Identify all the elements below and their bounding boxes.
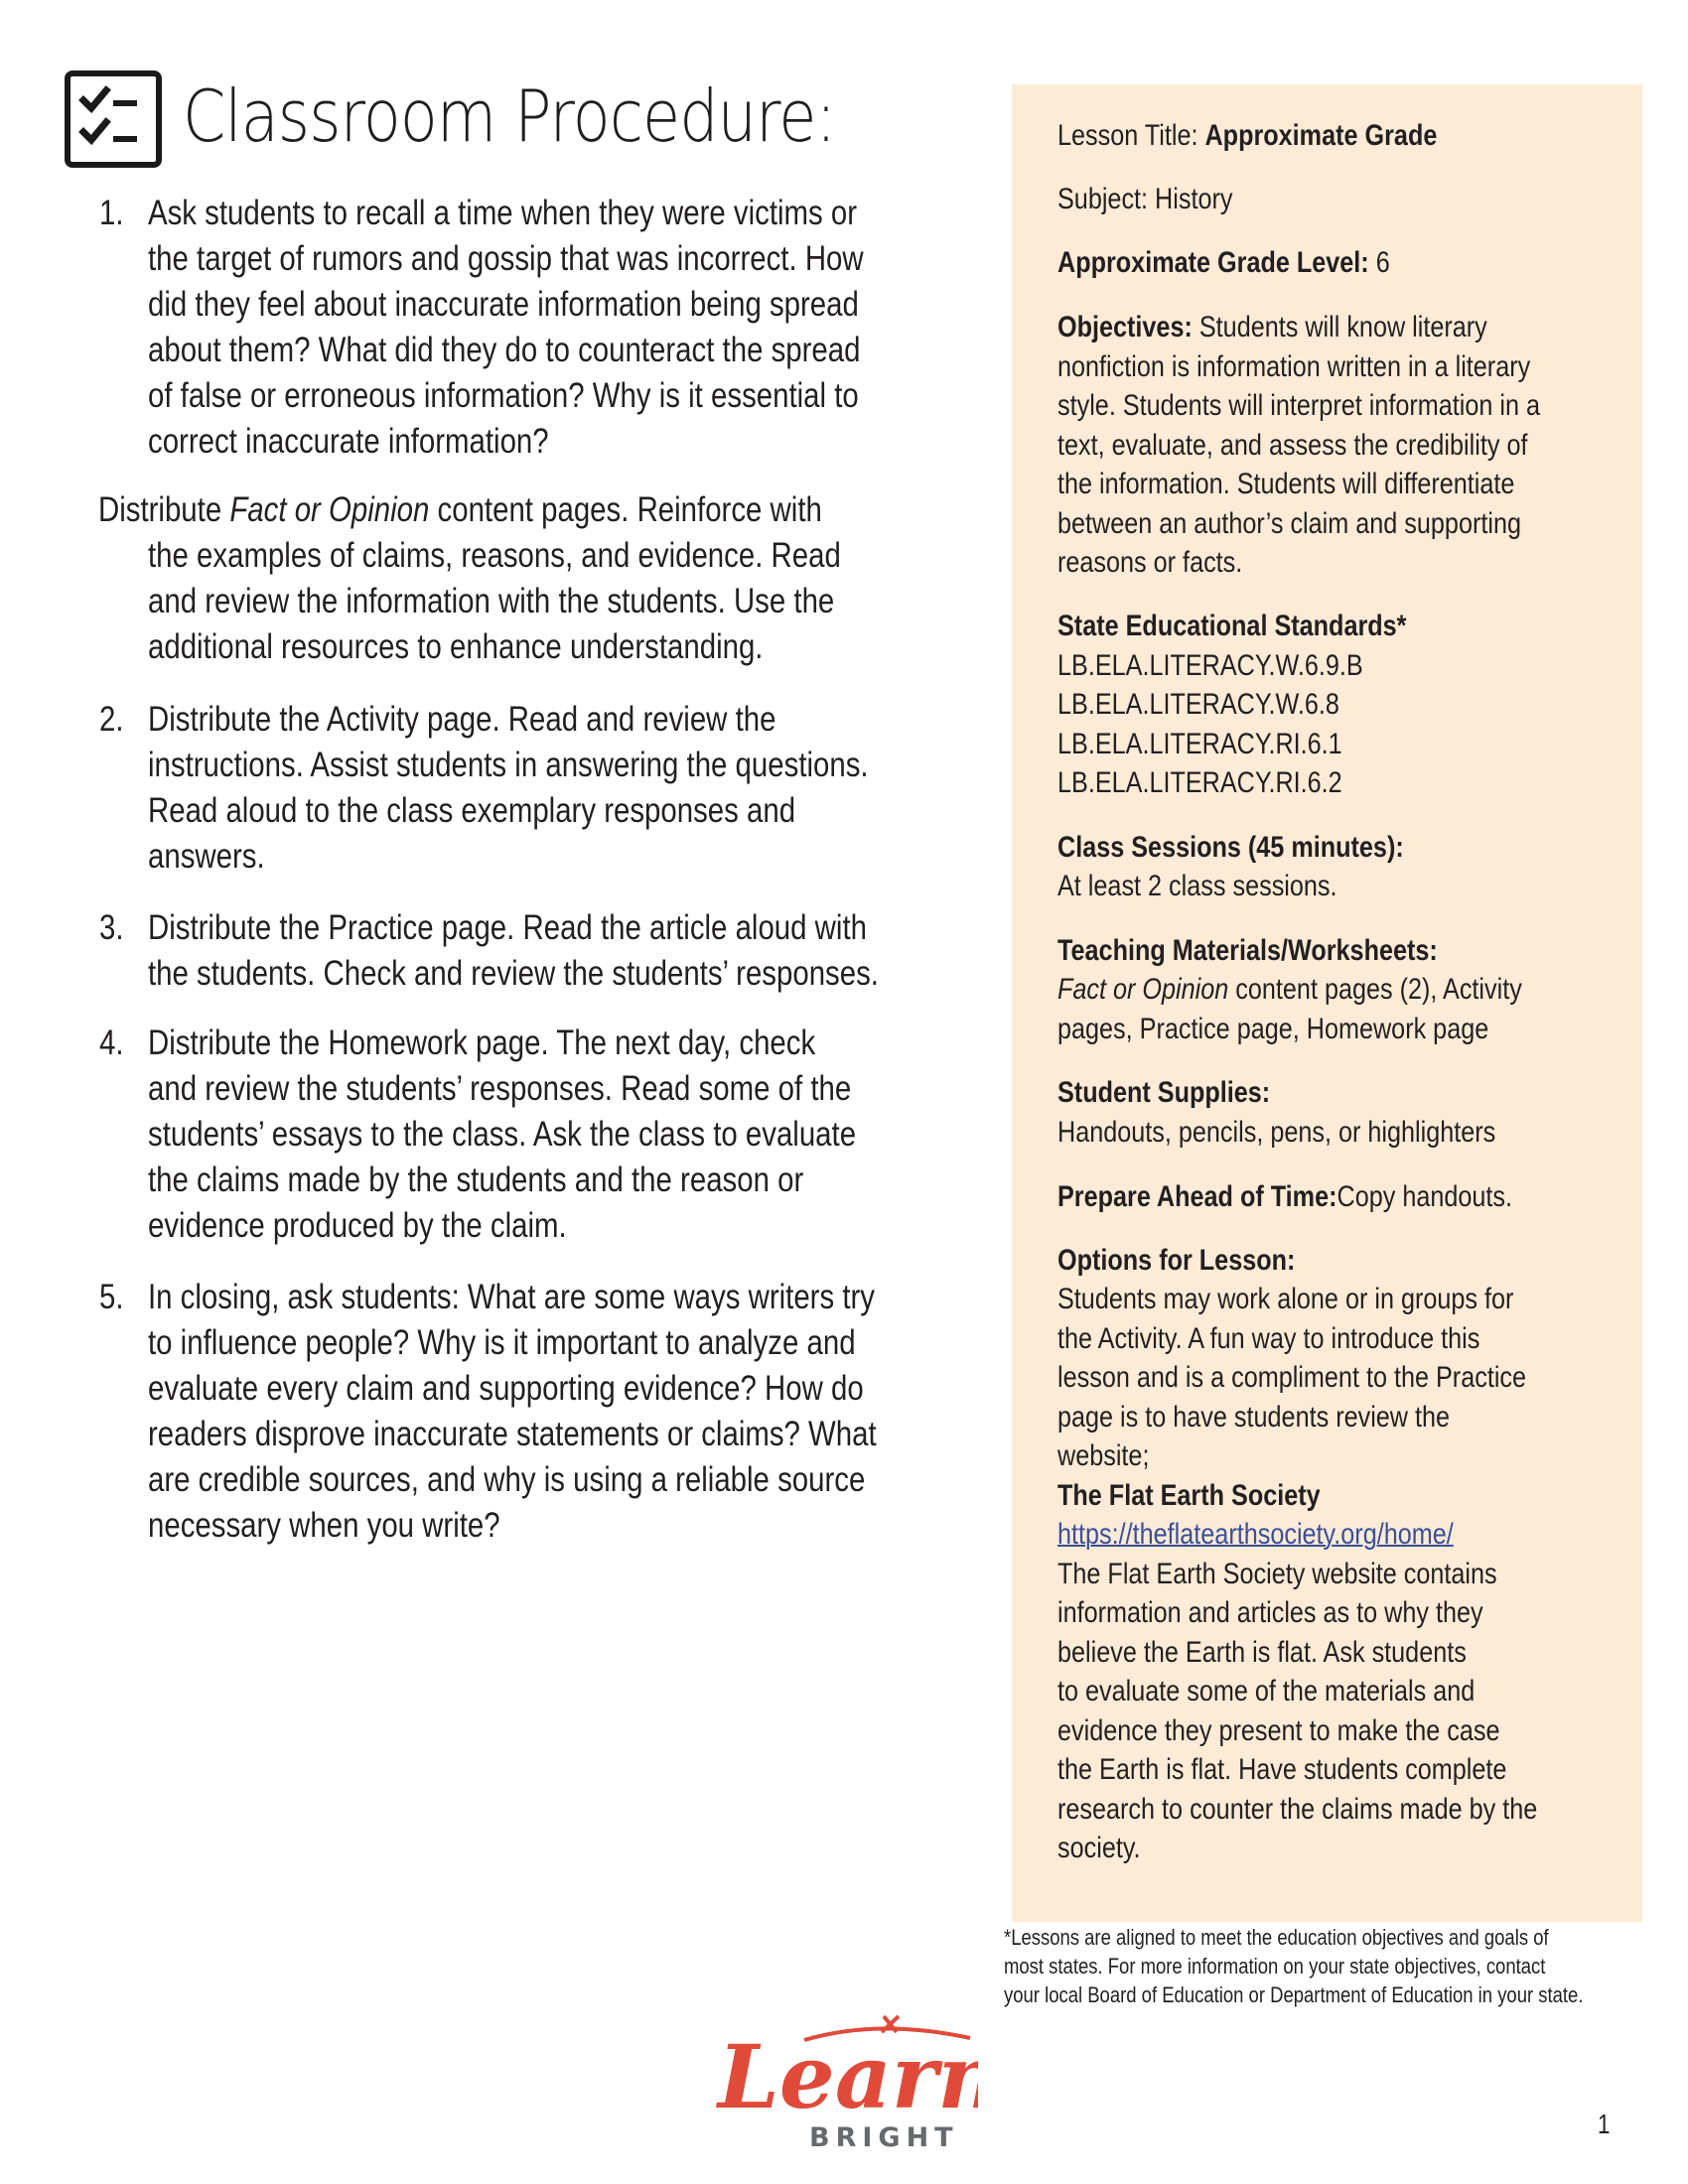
society-line: to evaluate some of the materials and [1057,1675,1476,1707]
step-line: the students. Check and review the students’ responses. [148,954,879,993]
step-number: 1. [99,194,124,232]
objectives-first-line: Objectives: Students will know literary [1057,311,1487,343]
society-line: believe the Earth is flat. Ask students [1057,1636,1467,1669]
objectives-line: between an author’s claim and supporting [1057,507,1521,540]
objectives-line: the information. Students will differentiate [1057,468,1515,500]
step-number: 4. [99,1024,124,1062]
grade-level-value: 6 [1375,246,1390,279]
step-line: answers. [148,837,265,876]
grade-level: Approximate Grade Level: 6 [1057,246,1390,279]
step-line: the claims made by the students and the reason or [148,1160,804,1199]
standards-heading: State Educational Standards* [1057,610,1407,642]
society-line: The Flat Earth Society website contains [1057,1558,1497,1590]
society-line: society. [1057,1832,1141,1864]
society-line: research to counter the claims made by the [1057,1793,1538,1826]
objectives-label: Objectives: [1057,311,1199,343]
options-line: page is to have students review the [1057,1401,1451,1433]
page-number: 1 [1598,2109,1611,2139]
logo-star-arc-icon [710,2010,978,2159]
checklist-icon [65,70,162,168]
objectives-line: style. Students will interpret information in a [1057,389,1541,422]
logo-word: Learn [718,2025,978,2128]
page-title: Classroom Procedure: [183,74,836,158]
step-line: correct inaccurate information? [148,422,549,461]
class-sessions-heading: Class Sessions (45 minutes): [1057,831,1404,864]
options-line: website; [1057,1439,1150,1472]
learn-bright-logo [710,2010,978,2159]
step-line: In closing, ask students: What are some ways writers try [148,1278,875,1316]
step-line: Read aloud to the class exemplary responses and [148,791,796,830]
distribute-line: and review the information with the students. Use the [148,582,835,620]
teaching-materials-line: Fact or Opinion content pages (2), Activity [1057,973,1522,1006]
step-line: Distribute the Homework page. The next day, check [148,1024,816,1062]
distribute-line: additional resources to enhance understanding. [148,627,764,666]
step-line: and review the students’ responses. Read some of the [148,1069,852,1108]
objectives-line: text, evaluate, and assess the credibility of [1057,429,1528,462]
step-line: students’ essays to the class. Ask the class to evaluate [148,1115,857,1154]
objectives-line: reasons or facts. [1057,546,1243,579]
options-heading: Options for Lesson: [1057,1244,1296,1277]
society-line: the Earth is flat. Have students complete [1057,1753,1507,1786]
class-sessions-value: At least 2 class sessions. [1057,870,1337,902]
student-supplies-value: Handouts, pencils, pens, or highlighters [1057,1116,1496,1149]
options-line: the Activity. A fun way to introduce this [1057,1322,1480,1355]
distribute-line: the examples of claims, reasons, and evidence. Read [148,536,841,575]
society-line: evidence they present to make the case [1057,1714,1500,1747]
teaching-materials-heading: Teaching Materials/Worksheets: [1057,934,1438,967]
step-line: evidence produced by the claim. [148,1206,567,1245]
lesson-title: Lesson Title: Approximate Grade [1057,119,1438,152]
step-line: of false or erroneous information? Why is it essential to [148,376,859,415]
objectives-line: nonfiction is information written in a literary [1057,350,1531,383]
step-line: about them? What did they do to counteract the spread [148,331,861,369]
checklist-icon-glyph [70,76,156,162]
step-line: instructions. Assist students in answering the questions. [148,746,869,784]
step-line: Distribute the Practice page. Read the article aloud with [148,908,867,947]
society-line: information and articles as to why they [1057,1596,1483,1629]
distribute-first-line: Distribute Fact or Opinion content pages. Reinforce with [98,490,822,529]
footnote-line: your local Board of Education or Department of Education in your state. [1004,1982,1584,2007]
society-link[interactable]: https://theflatearthsociety.org/home/ [1057,1518,1454,1551]
step-line: evaluate every claim and supporting evidence? How do [148,1369,864,1408]
options-line: lesson and is a compliment to the Practice [1057,1361,1527,1394]
footnote-line: most states. For more information on your state objectives, contact [1004,1954,1546,1979]
standard-code: LB.ELA.LITERACY.W.6.8 [1057,688,1339,721]
step-number: 5. [99,1278,124,1316]
lesson-title-value: Approximate Grade [1204,119,1438,152]
step-line: Distribute the Activity page. Read and review the [148,700,776,739]
footnote-line: *Lessons are aligned to meet the education objectives and goals of [1004,1925,1549,1950]
step-line: readers disprove inaccurate statements or claims? What [148,1415,877,1453]
options-line: Students may work alone or in groups for [1057,1283,1514,1315]
step-line: did they feel about inaccurate information being spread [148,285,859,324]
step-number: 2. [99,700,124,739]
teaching-materials-line: pages, Practice page, Homework page [1057,1013,1489,1045]
standard-code: LB.ELA.LITERACY.RI.6.1 [1057,728,1342,760]
prepare-ahead: Prepare Ahead of Time:Copy handouts. [1057,1180,1513,1213]
subject: Subject: History [1057,183,1233,215]
step-line: Ask students to recall a time when they were victims or [148,194,858,232]
step-line: are credible sources, and why is using a reliable source [148,1460,866,1499]
step-line: the target of rumors and gossip that was incorrect. How [148,239,864,278]
step-line: to influence people? Why is it important to analyze and [148,1323,856,1362]
content-title-italic: Fact or Opinion [229,490,430,529]
society-name: The Flat Earth Society [1057,1479,1321,1512]
student-supplies-heading: Student Supplies: [1057,1076,1271,1109]
logo-sub: BRIGHT [809,2122,959,2153]
step-line: necessary when you write? [148,1506,500,1545]
standard-code: LB.ELA.LITERACY.W.6.9.B [1057,649,1363,682]
standard-code: LB.ELA.LITERACY.RI.6.2 [1057,766,1342,799]
step-number: 3. [99,908,124,947]
